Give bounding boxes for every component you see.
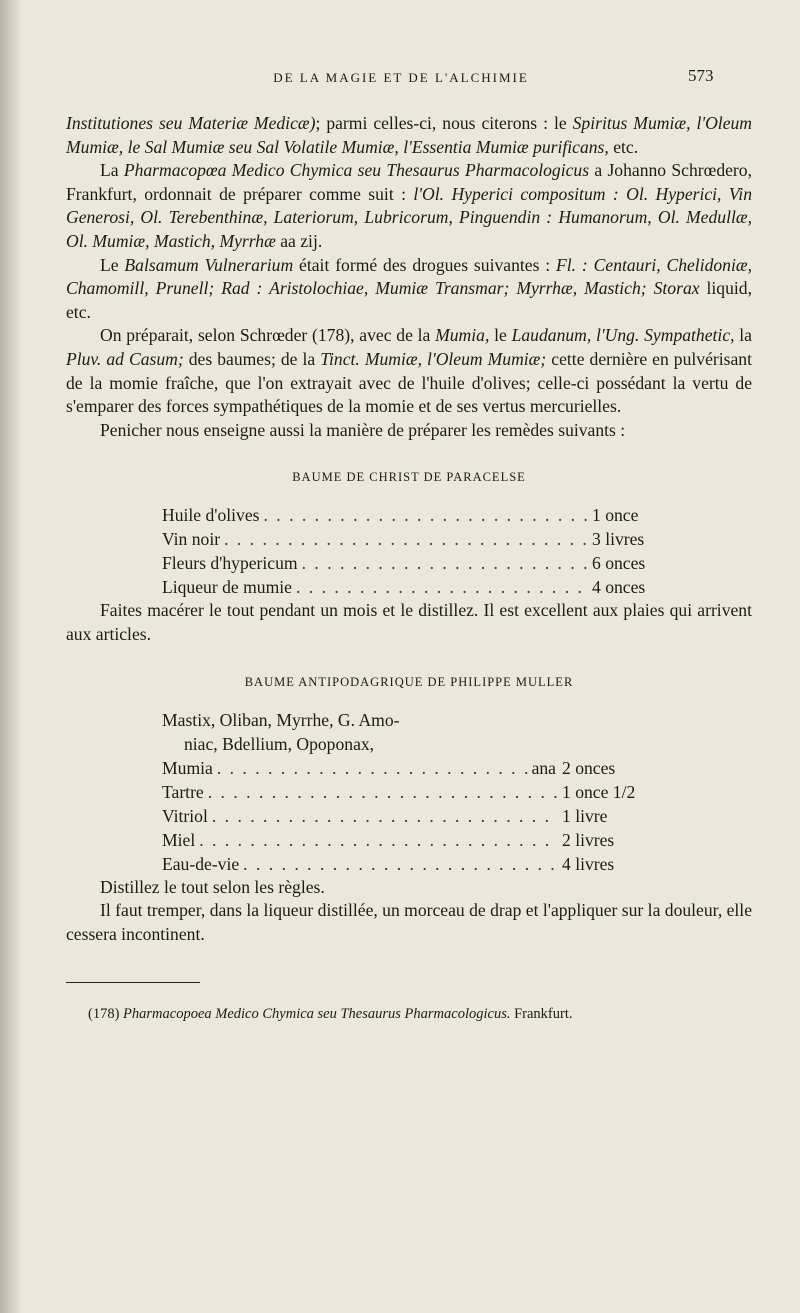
text-run: On préparait, selon Schrœder (178), avec de la [100,325,436,346]
ingredient-intro-line: niac, Bdellium, Opoponax, [184,733,375,754]
italic-run: Institutiones seu Materiæ Medicæ) [66,113,316,133]
dot-leader [212,804,558,828]
text-run: la [734,325,752,346]
dot-leader [296,575,588,599]
dot-leader [199,828,558,852]
recipe-instructions: Faites macérer le tout pendant un mois et le distillez. Il est excellent aux plaies qui arrivent aux articles. [66,600,752,644]
italic-run: Mumia, [435,325,490,346]
dot-leader [217,756,528,780]
ingredient-row [162,828,702,852]
ingredient-quantity: 2 livres [562,829,615,850]
text-run: Penicher nous enseigne aussi la manière de préparer les remèdes suivants : [100,419,626,440]
text-run: a Johanno Schrœdero, Frankfurt, ordonnait de préparer comme suit : [66,160,752,204]
footnote-rule [66,982,200,983]
italic-run: Laudanum, l'Ung. Sympathetic, [511,325,735,346]
ingredient-list [162,503,702,599]
ingredient-quantity: 1 livre [562,805,608,826]
text-run: ; parmi celles-ci, nous citerons : le [315,113,573,133]
ingredient-quantity: 2 onces [562,757,616,778]
ingredient-quantity: 6 onces [592,553,646,574]
ingredient-quantity: 4 livres [562,853,615,874]
ingredient-row [162,527,702,551]
ingredient-quantity: 4 onces [592,577,646,598]
text-run: cette dernière en pulvérisant de la momie fraîche, que l'on extrayait avec de l'huile d'olives; celle-ci possédant la vertu de s'emparer des forces sympathétiques de la momie et de ses vertus mercurielles. [66,348,752,417]
paragraph [66,419,752,443]
running-head: DE LA MAGIE ET DE L'ALCHIMIE [273,70,529,85]
paragraph [66,159,752,253]
italic-run: Balsamum Vulnerarium [124,254,294,275]
recipe-instructions: Il faut tremper, dans la liqueur distillée, un morceau de drap et l'appliquer sur la douleur, elle cessera incontinent. [66,900,753,944]
ingredient-row [162,852,702,876]
dot-leader [208,780,558,804]
footnote-number: (178) [88,1006,120,1023]
text-run: Le [100,254,125,275]
recipe-instructions: Distillez le tout selon les règles. [100,876,325,897]
text-run: était formé des drogues suivantes : [293,254,557,275]
text-run: aa zij. [275,230,323,251]
ingredient-name: Huile d'olives [162,505,260,526]
recipe-heading: BAUME ANTIPODAGRIQUE DE PHILIPPE MULLER [244,674,574,689]
text-run: etc. [608,136,639,157]
ingredient-quantity: 1 once 1/2 [562,781,636,802]
ingredient-name: Eau-de-vie [162,853,240,874]
ingredient-quantity: 3 livres [592,529,645,550]
dot-leader [243,852,558,876]
body-text [66,112,752,1024]
ingredient-name: Miel [162,829,196,850]
ingredient-intro-line: Mastix, Oliban, Myrrhe, G. Amo- [162,709,400,730]
ingredient-list [162,708,702,876]
ingredient-name: Vitriol [162,805,208,826]
ingredient-intro [162,708,502,756]
ingredient-row [162,551,702,575]
footnote-title: Pharmacopoea Medico Chymica seu Thesaurus Pharmacologicus. [123,1006,511,1023]
italic-run: l'Ol. Hyperici compositum : Ol. Hyperici, Vin Generosi, Ol. Terebenthinæ, Lateriorum, Lubricorum, Pinguendin : Humanorum, Ol. Medullæ, Ol. Mumiæ, Mastich, Myrrhæ [66,183,752,251]
ingredient-row [162,503,702,527]
recipe-heading: BAUME DE CHRIST DE PARACELSE [292,470,526,485]
ingredient-name: Mumia [162,757,213,778]
ingredient-name: Fleurs d'hypericum [162,553,298,574]
ingredient-row [162,756,702,780]
ingredient-row [162,780,702,804]
ingredient-name: Liqueur de mumie [162,577,292,598]
ingredient-name: Vin noir [162,529,221,550]
italic-run: Fl. : Centauri, Chelidoniæ, Chamomill, Prunell; Rad : Aristolochiae, Mumiæ Transmar; Myrrhæ, Mastich; Storax [66,254,752,299]
ingredient-ana: ana [531,757,556,778]
dot-leader [263,503,588,527]
italic-run: Pluv. ad Casum; [66,348,184,369]
ingredient-quantity: 1 once [592,505,639,526]
italic-run: Pharmacopœa Medico Chymica seu Thesaurus Pharmacologicus [123,160,590,181]
dot-leader [224,527,588,551]
paragraph [66,254,752,325]
ingredient-name: Tartre [162,781,204,802]
footnote [66,1005,752,1024]
text-run: des baumes; de la [183,348,321,369]
italic-run: Spiritus Mumiæ, l'Oleum Mumiæ, le Sal Mumiæ seu Sal Volatile Mumiæ, l'Essentia Mumiæ purificans, [66,113,752,157]
text-run: La [100,160,124,181]
italic-run: Tinct. Mumiæ, l'Oleum Mumiæ; [320,348,547,369]
text-run: liquid, etc. [66,278,752,322]
paragraph [66,324,752,418]
ingredient-row [162,575,702,599]
footnote-place: Frankfurt. [514,1006,573,1023]
paragraph [66,112,752,159]
dot-leader [302,551,588,575]
text-run: le [489,325,512,346]
page-number: 573 [688,66,714,85]
ingredient-row [162,804,702,828]
